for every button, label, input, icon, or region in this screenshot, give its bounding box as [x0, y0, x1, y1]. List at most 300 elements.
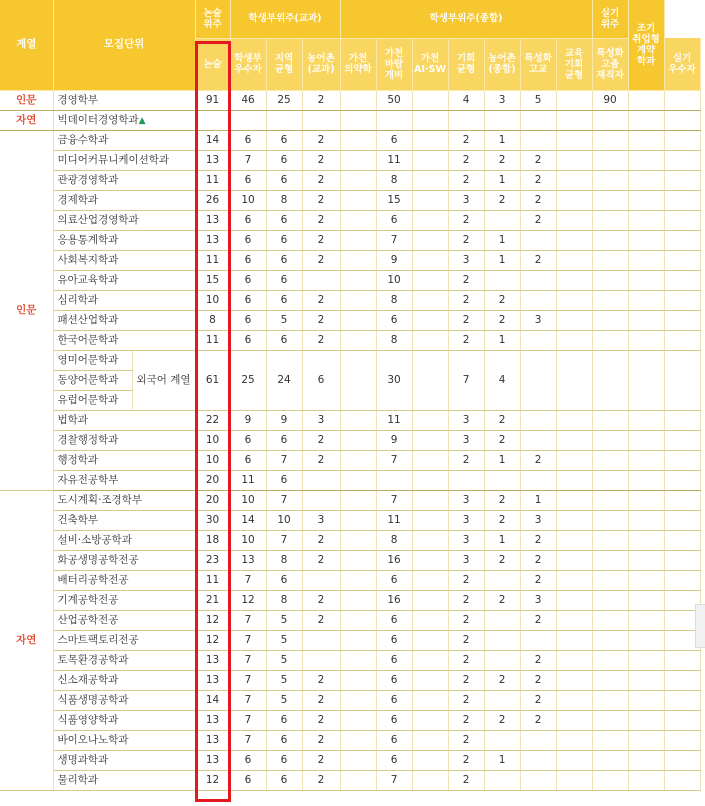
cell-value: 6: [230, 210, 266, 230]
cell-value: [340, 550, 376, 570]
cell-value: 6: [266, 730, 302, 750]
cell-value: [556, 630, 592, 650]
cell-value: [412, 670, 448, 690]
cell-value: 2: [484, 190, 520, 210]
cell-value: 3: [448, 490, 484, 510]
cell-value: [340, 90, 376, 110]
dept-name: 관광경영학과: [53, 170, 195, 190]
cell-value: [340, 770, 376, 790]
cell-value: [664, 310, 700, 330]
cell-value: 7: [230, 730, 266, 750]
cell-value: 13: [195, 750, 230, 770]
cell-value: [556, 330, 592, 350]
cell-value: [592, 570, 628, 590]
header-col-2: 농어촌 (교과): [302, 38, 340, 90]
cell-value: 2: [302, 530, 340, 550]
cell-value: 30: [376, 350, 412, 410]
cell-value: [556, 190, 592, 210]
cell-value: 3: [520, 590, 556, 610]
cell-value: [664, 450, 700, 470]
cell-value: 6: [266, 710, 302, 730]
cell-value: [592, 490, 628, 510]
cell-value: 1: [484, 170, 520, 190]
cell-value: [520, 270, 556, 290]
cell-value: 6: [230, 770, 266, 790]
cell-value: 2: [302, 210, 340, 230]
dept-name: 설비·소방공학과: [53, 530, 195, 550]
cell-value: [484, 650, 520, 670]
cell-value: [556, 530, 592, 550]
cell-value: [592, 150, 628, 170]
header-col-8: 특성화 고교: [520, 38, 556, 90]
cell-value: [628, 590, 664, 610]
cell-value: [340, 210, 376, 230]
cell-value: 2: [302, 330, 340, 350]
header-jogi: 조기 취업형 계약 학과: [628, 0, 664, 90]
cell-value: 7: [266, 450, 302, 470]
cell-value: [664, 270, 700, 290]
cell-value: 7: [230, 670, 266, 690]
group-label: 자연: [0, 490, 53, 790]
cell-value: 2: [302, 450, 340, 470]
cell-value: 6: [266, 330, 302, 350]
cell-value: 6: [376, 730, 412, 750]
cell-value: 2: [448, 730, 484, 750]
cell-value: 3: [520, 310, 556, 330]
cell-value: 2: [302, 690, 340, 710]
cell-value: 9: [266, 410, 302, 430]
dept-name: 토목환경공학과: [53, 650, 195, 670]
cell-value: 2: [302, 290, 340, 310]
table-row: [0, 530, 700, 550]
cell-value: 12: [195, 630, 230, 650]
cell-value: [628, 750, 664, 770]
cell-value: 2: [448, 330, 484, 350]
header-unit: 모집단위: [53, 0, 195, 90]
cell-value: 2: [484, 510, 520, 530]
cell-value: 11: [195, 570, 230, 590]
table-row: [0, 450, 700, 470]
header-col-7: 농어촌 (종합): [484, 38, 520, 90]
cell-value: 6: [230, 330, 266, 350]
cell-value: [556, 150, 592, 170]
cell-value: [340, 350, 376, 410]
cell-value: [664, 190, 700, 210]
dept-name: 바이오나노학과: [53, 730, 195, 750]
cell-value: [412, 270, 448, 290]
cell-value: 2: [520, 190, 556, 210]
table-row: [0, 550, 700, 570]
cell-value: [340, 150, 376, 170]
cell-value: [628, 770, 664, 790]
cell-value: 6: [266, 770, 302, 790]
table-row: [0, 590, 700, 610]
cell-value: [340, 650, 376, 670]
cell-value: 2: [302, 750, 340, 770]
header-nonsul: 논술: [195, 38, 230, 90]
cell-value: 2: [484, 310, 520, 330]
cell-value: [484, 690, 520, 710]
cell-value: [556, 670, 592, 690]
cell-value: [628, 470, 664, 490]
table-row: [0, 670, 700, 690]
cell-value: 3: [448, 430, 484, 450]
cell-value: 26: [195, 190, 230, 210]
cell-value: 2: [448, 710, 484, 730]
cell-value: [412, 430, 448, 450]
cell-value: [484, 610, 520, 630]
cell-value: [592, 410, 628, 430]
cell-value: 20: [195, 490, 230, 510]
cell-value: 2: [302, 170, 340, 190]
cell-value: [556, 270, 592, 290]
cell-value: [628, 330, 664, 350]
cell-value: 10: [195, 430, 230, 450]
cell-value: 6: [266, 210, 302, 230]
cell-value: [664, 670, 700, 690]
cell-value: [340, 510, 376, 530]
cell-value: [592, 450, 628, 470]
cell-value: 6: [266, 150, 302, 170]
cell-value: [664, 330, 700, 350]
cell-value: 13: [195, 650, 230, 670]
dept-name: 신소재공학과: [53, 670, 195, 690]
header-col-3: 가천 의약학: [340, 38, 376, 90]
dept-name: 미디어커뮤니케이션학과: [53, 150, 195, 170]
cell-value: [592, 110, 628, 130]
cell-value: [556, 450, 592, 470]
dept-name: 배터리공학전공: [53, 570, 195, 590]
cell-value: [412, 130, 448, 150]
cell-value: [556, 170, 592, 190]
cell-value: [628, 730, 664, 750]
cell-value: 6: [230, 270, 266, 290]
cell-value: [302, 470, 340, 490]
cell-value: 2: [302, 150, 340, 170]
cell-value: 10: [195, 450, 230, 470]
cell-value: [520, 130, 556, 150]
cell-value: [556, 570, 592, 590]
cell-value: [664, 410, 700, 430]
cell-value: 1: [484, 330, 520, 350]
cell-value: 2: [520, 530, 556, 550]
cell-value: 3: [520, 510, 556, 530]
cell-value: 2: [520, 450, 556, 470]
cell-value: 90: [592, 90, 628, 110]
cell-value: 2: [520, 570, 556, 590]
cell-value: [230, 110, 266, 130]
cell-value: [628, 210, 664, 230]
cell-value: [412, 530, 448, 550]
cell-value: 2: [302, 590, 340, 610]
cell-value: [520, 350, 556, 410]
cell-value: [412, 250, 448, 270]
cell-value: 6: [376, 750, 412, 770]
cell-value: 3: [484, 90, 520, 110]
cell-value: [484, 570, 520, 590]
cell-value: 24: [266, 350, 302, 410]
table-row: [0, 110, 700, 130]
cell-value: [592, 630, 628, 650]
cell-value: [592, 610, 628, 630]
cell-value: 7: [230, 630, 266, 650]
cell-value: [592, 510, 628, 530]
cell-value: [664, 210, 700, 230]
edge-tab[interactable]: [695, 604, 705, 648]
cell-value: 8: [195, 310, 230, 330]
cell-value: [412, 230, 448, 250]
header-gyogwa: 학생부위주(교과): [230, 0, 340, 38]
cell-value: [664, 710, 700, 730]
cell-value: [556, 470, 592, 490]
table-row: [0, 630, 700, 650]
cell-value: [628, 490, 664, 510]
cell-value: [340, 610, 376, 630]
cell-value: [628, 670, 664, 690]
cell-value: 2: [448, 750, 484, 770]
cell-value: [195, 110, 230, 130]
cell-value: 2: [448, 290, 484, 310]
cell-value: [592, 350, 628, 410]
cell-value: [592, 230, 628, 250]
cell-value: [556, 230, 592, 250]
cell-value: [340, 750, 376, 770]
cell-value: [592, 710, 628, 730]
table-row: [0, 230, 700, 250]
cell-value: 2: [448, 670, 484, 690]
cell-value: [340, 110, 376, 130]
cell-value: 1: [484, 230, 520, 250]
cell-value: 3: [448, 550, 484, 570]
cell-value: 6: [376, 210, 412, 230]
cell-value: [484, 630, 520, 650]
table-row: [0, 150, 700, 170]
cell-value: [302, 570, 340, 590]
cell-value: [628, 150, 664, 170]
cell-value: [664, 510, 700, 530]
cell-value: [628, 110, 664, 130]
cell-value: 21: [195, 590, 230, 610]
dept-name: 영미어문학과: [53, 350, 132, 370]
cell-value: [664, 690, 700, 710]
cell-value: [340, 250, 376, 270]
cell-value: 6: [376, 310, 412, 330]
cell-value: 6: [302, 350, 340, 410]
cell-value: [628, 230, 664, 250]
table-row: [0, 170, 700, 190]
dept-name: 화공생명공학전공: [53, 550, 195, 570]
cell-value: 10: [230, 490, 266, 510]
cell-value: [302, 650, 340, 670]
cell-value: [412, 110, 448, 130]
cell-value: [628, 290, 664, 310]
cell-value: [628, 510, 664, 530]
cell-value: [412, 730, 448, 750]
cell-value: [664, 290, 700, 310]
cell-value: [412, 150, 448, 170]
cell-value: 6: [230, 450, 266, 470]
cell-value: 3: [448, 190, 484, 210]
table-row: [0, 250, 700, 270]
header-col-4: 가천 바람 개비: [376, 38, 412, 90]
cell-value: [484, 470, 520, 490]
cell-value: [664, 90, 700, 110]
dept-name: 기계공학전공: [53, 590, 195, 610]
cell-value: 25: [266, 90, 302, 110]
cell-value: [520, 330, 556, 350]
cell-value: [664, 170, 700, 190]
cell-value: 2: [448, 270, 484, 290]
cell-value: 7: [230, 690, 266, 710]
cell-value: 9: [230, 410, 266, 430]
cell-value: [628, 270, 664, 290]
cell-value: [520, 750, 556, 770]
triangle-icon: ▲: [138, 115, 146, 126]
cell-value: [664, 650, 700, 670]
table-row: [0, 690, 700, 710]
cell-value: [412, 210, 448, 230]
cell-value: 3: [448, 530, 484, 550]
cell-value: [340, 190, 376, 210]
cell-value: 2: [520, 710, 556, 730]
cell-value: 10: [230, 190, 266, 210]
cell-value: 2: [302, 430, 340, 450]
cell-value: 7: [230, 650, 266, 670]
cell-value: [412, 750, 448, 770]
cell-value: [412, 310, 448, 330]
cell-value: 1: [484, 130, 520, 150]
cell-value: 10: [376, 270, 412, 290]
dept-name: 도시계획·조경학부: [53, 490, 195, 510]
cell-value: [628, 170, 664, 190]
cell-value: 12: [230, 590, 266, 610]
cell-value: 2: [302, 130, 340, 150]
cell-value: [592, 550, 628, 570]
cell-value: 13: [195, 150, 230, 170]
cell-value: 1: [484, 530, 520, 550]
cell-value: [592, 590, 628, 610]
header-col-10: 특성화 고졸 재직자: [592, 38, 628, 90]
cell-value: 6: [230, 290, 266, 310]
cell-value: [412, 490, 448, 510]
cell-value: [628, 710, 664, 730]
cell-value: 6: [376, 570, 412, 590]
cell-value: 5: [266, 610, 302, 630]
cell-value: [556, 490, 592, 510]
cell-value: [412, 590, 448, 610]
cell-value: 6: [230, 250, 266, 270]
cell-value: 14: [230, 510, 266, 530]
header-col-5: 가천 AI·SW: [412, 38, 448, 90]
cell-value: [592, 170, 628, 190]
header-col-1: 지역 균형: [266, 38, 302, 90]
dept-name: 경영학부: [53, 90, 195, 110]
dept-name: 경제학과: [53, 190, 195, 210]
cell-value: [664, 730, 700, 750]
cell-value: [556, 770, 592, 790]
cell-value: 2: [302, 550, 340, 570]
cell-value: [376, 110, 412, 130]
cell-value: 13: [195, 230, 230, 250]
cell-value: 1: [484, 750, 520, 770]
cell-value: [448, 470, 484, 490]
header-gyeyeol: 계열: [0, 0, 53, 90]
cell-value: 10: [230, 530, 266, 550]
cell-value: [340, 690, 376, 710]
cell-value: [556, 430, 592, 450]
cell-value: [664, 530, 700, 550]
cell-value: 23: [195, 550, 230, 570]
dept-name: 생명과학과: [53, 750, 195, 770]
cell-value: 7: [376, 770, 412, 790]
cell-value: [340, 670, 376, 690]
cell-value: [412, 690, 448, 710]
cell-value: 11: [376, 410, 412, 430]
cell-value: 6: [230, 170, 266, 190]
cell-value: 11: [376, 510, 412, 530]
cell-value: 11: [195, 170, 230, 190]
cell-value: [302, 270, 340, 290]
cell-value: [484, 730, 520, 750]
cell-value: 2: [448, 170, 484, 190]
cell-value: [340, 310, 376, 330]
cell-value: [592, 670, 628, 690]
cell-value: [484, 210, 520, 230]
cell-value: [340, 410, 376, 430]
cell-value: [592, 750, 628, 770]
cell-value: [556, 550, 592, 570]
cell-value: 2: [448, 690, 484, 710]
cell-value: [592, 290, 628, 310]
cell-value: [412, 650, 448, 670]
cell-value: [340, 450, 376, 470]
cell-value: [412, 290, 448, 310]
cell-value: [628, 530, 664, 550]
cell-value: [592, 690, 628, 710]
cell-value: [556, 730, 592, 750]
cell-value: [628, 650, 664, 670]
cell-value: 18: [195, 530, 230, 550]
cell-value: 6: [266, 230, 302, 250]
cell-value: 6: [266, 430, 302, 450]
cell-value: [340, 430, 376, 450]
cell-value: 2: [448, 610, 484, 630]
cell-value: [664, 570, 700, 590]
cell-value: [628, 90, 664, 110]
cell-value: 5: [266, 630, 302, 650]
cell-value: [628, 130, 664, 150]
cell-value: [592, 770, 628, 790]
cell-value: [340, 590, 376, 610]
dept-name: 건축학부: [53, 510, 195, 530]
cell-value: 7: [230, 570, 266, 590]
cell-value: 11: [230, 470, 266, 490]
cell-value: [340, 630, 376, 650]
cell-value: 91: [195, 90, 230, 110]
cell-value: 8: [376, 290, 412, 310]
cell-value: [592, 270, 628, 290]
cell-value: [664, 770, 700, 790]
cell-value: 46: [230, 90, 266, 110]
cell-value: 2: [520, 250, 556, 270]
cell-value: 9: [376, 250, 412, 270]
cell-value: 13: [195, 710, 230, 730]
cell-value: [520, 630, 556, 650]
cell-value: 3: [302, 510, 340, 530]
cell-value: 2: [484, 410, 520, 430]
cell-value: 8: [376, 330, 412, 350]
cell-value: 2: [302, 610, 340, 630]
